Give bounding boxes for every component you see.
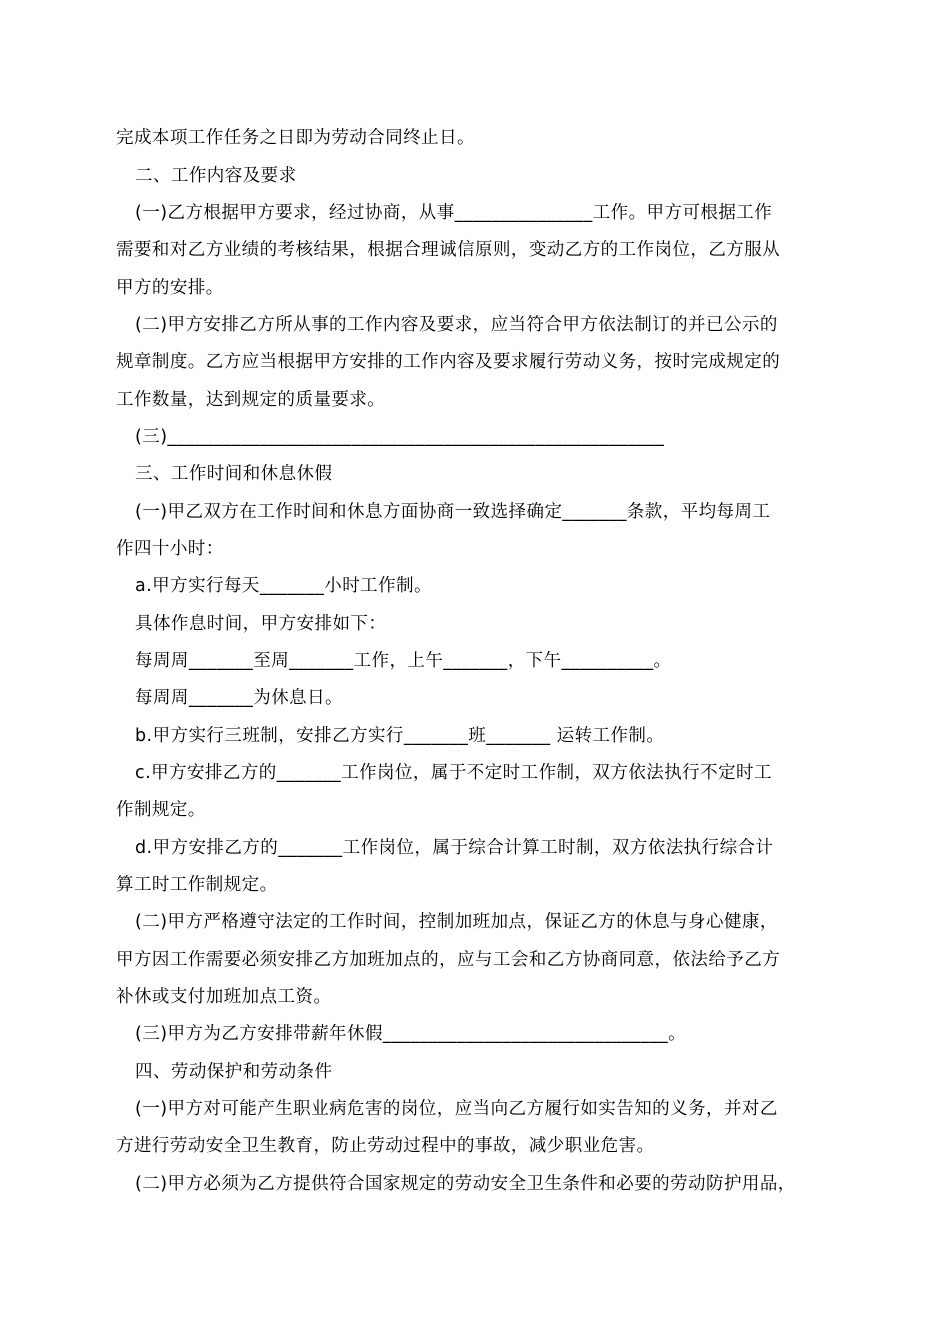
body-text-line: 工作数量，达到规定的质量要求。 <box>116 390 386 410</box>
body-text-line: 规章制度。乙方应当根据甲方安排的工作内容及要求履行劳动义务，按时完成规定的 <box>116 352 781 372</box>
clause-line: (二)甲方安排乙方所从事的工作内容及要求，应当符合甲方依法制订的并已公示的 <box>135 315 778 335</box>
body-text-line: 每周周_______为休息日。 <box>135 688 343 708</box>
clause-line: (一)甲乙双方在工作时间和休息方面协商一致选择确定_______条款，平均每周工 <box>135 502 771 522</box>
clause-line: (一)甲方对可能产生职业病危害的岗位，应当向乙方履行如实告知的义务，并对乙 <box>135 1099 778 1119</box>
body-text-line: 方进行劳动安全卫生教育，防止劳动过程中的事故，减少职业危害。 <box>116 1136 655 1156</box>
clause-line: (一)乙方根据甲方要求，经过协商，从事_______________工作。甲方可根据工作 <box>135 203 773 223</box>
body-text-line: 作四十小时： <box>116 539 224 559</box>
body-text-line: 具体作息时间，甲方安排如下： <box>135 614 387 634</box>
body-text-line: 补休或支付加班加点工资。 <box>116 987 332 1007</box>
clause-line: b.甲方实行三班制，安排乙方实行_______班_______ 运转工作制。 <box>135 726 665 746</box>
clause-line: d.甲方安排乙方的_______工作岗位，属于综合计算工时制，双方依法执行综合计 <box>135 838 774 858</box>
section-heading: 三、工作时间和休息休假 <box>135 464 333 484</box>
clause-line: (三)甲方为乙方安排带薪年休假_______________________________。 <box>135 1024 687 1044</box>
body-text-line: 每周周_______至周_______工作，上午_______，下午__________。 <box>135 651 672 671</box>
body-text-line: 完成本项工作任务之日即为劳动合同终止日。 <box>116 128 475 148</box>
section-heading: 四、劳动保护和劳动条件 <box>135 1062 333 1082</box>
body-text-line: 甲方的安排。 <box>116 278 224 298</box>
clause-line: c.甲方安排乙方的_______工作岗位，属于不定时工作制，双方依法执行不定时工 <box>135 763 772 783</box>
body-text-line: 需要和对乙方业绩的考核结果，根据合理诚信原则，变动乙方的工作岗位，乙方服从 <box>116 240 781 260</box>
clause-line: a.甲方实行每天_______小时工作制。 <box>135 576 432 596</box>
clause-line: (二)甲方严格遵守法定的工作时间，控制加班加点，保证乙方的休息与身心健康， <box>135 912 778 932</box>
clause-line: (二)甲方必须为乙方提供符合国家规定的劳动安全卫生条件和必要的劳动防护用品， <box>135 1174 796 1194</box>
body-text-line: 甲方因工作需要必须安排乙方加班加点的，应与工会和乙方协商同意，依法给予乙方 <box>116 950 781 970</box>
section-heading: 二、工作内容及要求 <box>135 166 297 186</box>
clause-line: (三)______________________________________________________ <box>135 427 665 447</box>
body-text-line: 作制规定。 <box>116 800 206 820</box>
body-text-line: 算工时工作制规定。 <box>116 875 278 895</box>
